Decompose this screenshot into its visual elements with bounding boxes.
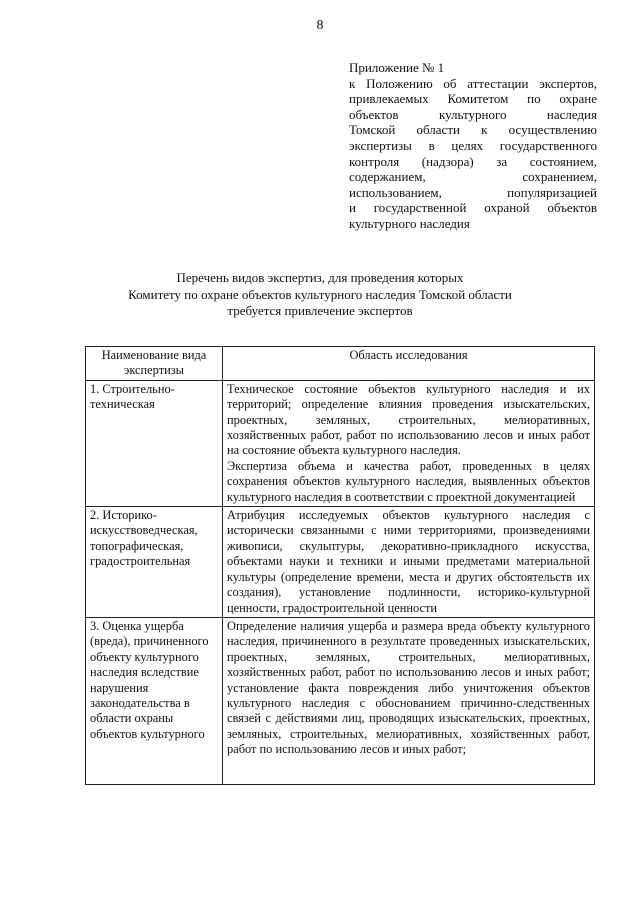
table-row	[86, 507, 595, 618]
expertise-kind: 2. Историко-искусствоведческая, топографическая, градостроительная	[86, 507, 223, 618]
expertise-kind: 1. Строительно-техническая	[86, 380, 223, 506]
appendix-line: культурного наследия	[349, 215, 470, 231]
appendix-line: использованием, популяризацией	[349, 184, 597, 200]
page-number: 8	[316, 18, 324, 33]
table-row	[86, 617, 595, 784]
appendix-line: к Положению об аттестации экспертов,	[349, 75, 597, 91]
header-area: Область исследования	[223, 347, 595, 381]
appendix-line: объектов культурного наследия	[349, 106, 597, 122]
appendix-line: экспертизы в целях государственного	[349, 137, 597, 153]
table-row	[86, 380, 595, 506]
appendix-line: содержанием, сохранением,	[349, 169, 597, 185]
expertise-kind-text: 3. Оценка ущерба (вреда), причиненного объекту культурного наследия вследствие нарушения законодательства в области охраны объектов культурного	[90, 618, 209, 741]
research-area-paragraph: Определение наличия ущерба и размера вреда объекту культурного наследия, причиненного в результате проведенных изыскательских, проектных, земляных, строительных, мелиоративных, хозяйственных работ, работ по использованию лесов и иных работ; установление факта повреждения либо уничтожения объектов культурного наследия с обоснованием причинно-следственных связей с действиями лиц, проводящих изыскательских, проектных, земляных, строительных, мелиоративных, хозяйственных работ, работ по использованию лесов и иных работ;	[227, 618, 590, 757]
table-header-row	[86, 347, 595, 381]
appendix-line: Томской области к осуществлению	[349, 122, 597, 138]
expertise-kind	[86, 617, 223, 784]
header-kind: Наименование вида экспертизы	[86, 347, 223, 381]
appendix-line: и государственной охраной объектов	[349, 200, 597, 216]
research-area-paragraph: Экспертиза объема и качества работ, проведенных в целях сохранения объектов культурного наследия, выявленных объектов культурного наследия в соответствии с проектной документацией	[227, 458, 590, 504]
appendix-heading: Приложение № 1	[349, 60, 445, 75]
appendix-line: контроля (надзора) за состоянием,	[349, 153, 597, 169]
appendix-line: привлекаемых Комитетом по охране	[349, 91, 597, 107]
research-area-paragraph: Атрибуция исследуемых объектов культурного наследия с исторически связанными с ними территориями, произведениями живописи, скульптуры, декоративно-прикладного искусства, объектами науки и техники и иными предметами материальной культуры (определение времени, места и других обстоятельств их создания), установление подлинности, историко-культурной ценности, градостроительной ценности	[227, 508, 590, 615]
research-area	[223, 617, 595, 784]
document-title	[0, 270, 640, 320]
title-line: Комитету по охране объектов культурного наследия Томской области	[128, 286, 512, 302]
research-area	[223, 380, 595, 506]
title-line: требуется привлечение экспертов	[227, 303, 413, 318]
research-area	[223, 507, 595, 618]
research-area-paragraph: Техническое состояние объектов культурного наследия и их территорий; определение влияния проведения изыскательских, проектных, земляных, строительных, мелиоративных, хозяйственных работ, работ по использованию лесов и иных работ на состояние объекта культурного наследия.	[227, 381, 590, 458]
title-line: Перечень видов экспертиз, для проведения которых	[176, 270, 464, 285]
appendix-block	[349, 60, 597, 232]
expertise-table	[85, 346, 595, 785]
